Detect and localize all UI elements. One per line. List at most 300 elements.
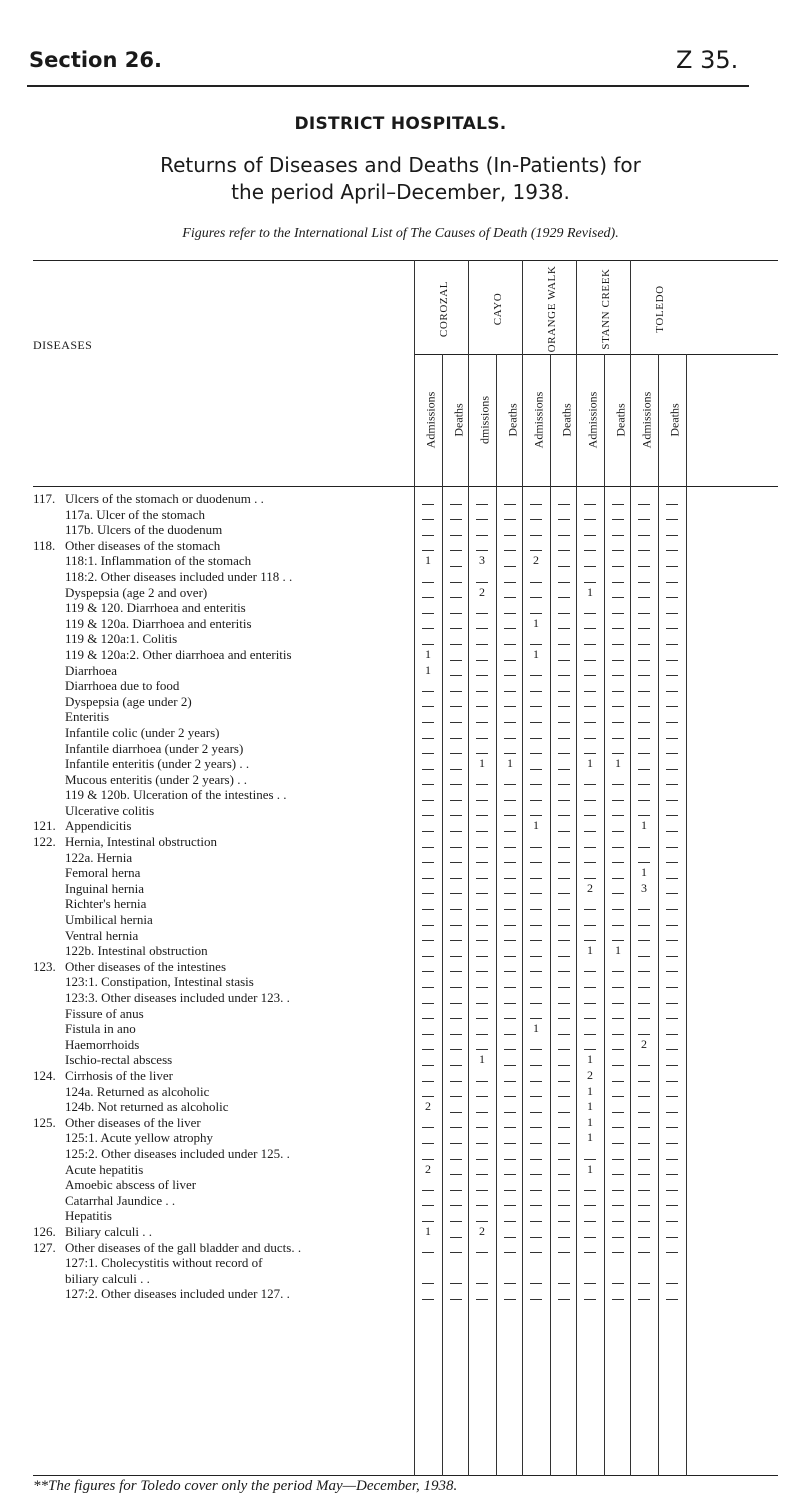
empty-cell-dash [442, 616, 470, 632]
count-cell: 1 [587, 1114, 593, 1129]
table-row [33, 1115, 778, 1131]
hospital-header-toledo: TOLEDO [654, 285, 666, 333]
count-cell: 1 [533, 615, 539, 630]
empty-cell-dash [442, 694, 470, 710]
disease-label: Ulcerative colitis [65, 802, 155, 818]
empty-cell-dash [658, 1006, 686, 1022]
count-cell: 1 [587, 1099, 593, 1114]
table-row [33, 928, 778, 944]
empty-cell-dash [414, 741, 442, 757]
table-row [33, 1130, 778, 1146]
empty-cell-dash [550, 772, 578, 788]
empty-cell-dash [522, 912, 550, 928]
table-row [33, 491, 778, 507]
empty-cell-dash [468, 1177, 496, 1193]
disease-label: Dyspepsia (age under 2) [65, 693, 192, 709]
table-row [33, 1037, 778, 1053]
empty-cell-dash [630, 1193, 658, 1209]
empty-cell-dash [550, 1068, 578, 1084]
empty-cell-dash [604, 1146, 632, 1162]
empty-cell-dash [496, 1021, 524, 1037]
empty-cell-dash [496, 725, 524, 741]
empty-cell-dash [468, 943, 496, 959]
empty-cell-dash [414, 896, 442, 912]
disease-label: Enteritis [65, 709, 110, 725]
empty-cell-dash [576, 741, 604, 757]
empty-cell-dash [496, 1240, 524, 1256]
empty-cell-dash [658, 1240, 686, 1256]
empty-cell-dash [658, 678, 686, 694]
empty-cell-dash [496, 865, 524, 881]
empty-cell-dash [550, 647, 578, 663]
empty-cell-dash [414, 538, 442, 554]
empty-cell-dash [630, 725, 658, 741]
count-cell: 2 [587, 1067, 593, 1082]
table-row [33, 538, 778, 554]
empty-cell-dash [522, 585, 550, 601]
empty-cell-dash [576, 1021, 604, 1037]
empty-cell-dash [630, 1208, 658, 1224]
empty-cell-dash [550, 943, 578, 959]
count-cell: 1 [587, 1161, 593, 1176]
empty-cell-dash [630, 600, 658, 616]
table-row [33, 709, 778, 725]
empty-cell-dash [468, 538, 496, 554]
disease-label: 125:1. Acute yellow atrophy [65, 1130, 214, 1146]
table-row [33, 881, 778, 897]
empty-cell-dash [630, 585, 658, 601]
empty-cell-dash [550, 1006, 578, 1022]
disease-number: 117. [33, 491, 56, 506]
table-row [33, 616, 778, 632]
table-row [33, 772, 778, 788]
empty-cell-dash [442, 803, 470, 819]
empty-cell-dash [630, 663, 658, 679]
disease-label: Cirrhosis of the liver [65, 1067, 173, 1083]
empty-cell-dash [550, 1130, 578, 1146]
empty-cell-dash [658, 818, 686, 834]
empty-cell-dash [496, 569, 524, 585]
empty-cell-dash [658, 538, 686, 554]
empty-cell-dash [414, 522, 442, 538]
empty-cell-dash [414, 1130, 442, 1146]
table-row [33, 818, 778, 834]
empty-cell-dash [414, 1021, 442, 1037]
empty-cell-dash [658, 694, 686, 710]
empty-cell-dash [576, 787, 604, 803]
empty-cell-dash [442, 1208, 470, 1224]
empty-cell-dash [468, 1021, 496, 1037]
empty-cell-dash [630, 491, 658, 507]
empty-cell-dash [442, 850, 470, 866]
empty-cell-dash [442, 881, 470, 897]
empty-cell-dash [604, 803, 632, 819]
empty-cell-dash [442, 725, 470, 741]
hospital-header-cayo: CAYO [492, 292, 504, 326]
empty-cell-dash [658, 850, 686, 866]
empty-cell-dash [468, 647, 496, 663]
empty-cell-dash [442, 1146, 470, 1162]
empty-cell-dash [442, 943, 470, 959]
empty-cell-dash [496, 928, 524, 944]
empty-cell-dash [630, 709, 658, 725]
empty-cell-dash [468, 709, 496, 725]
empty-cell-dash [496, 1177, 524, 1193]
empty-cell-dash [576, 553, 604, 569]
empty-cell-dash [442, 990, 470, 1006]
empty-cell-dash [550, 678, 578, 694]
empty-cell-dash [468, 600, 496, 616]
empty-cell-dash [604, 818, 632, 834]
empty-cell-dash [414, 569, 442, 585]
empty-cell-dash [630, 616, 658, 632]
empty-cell-dash [630, 694, 658, 710]
disease-label: Femoral herna [65, 865, 141, 881]
table-row [33, 1099, 778, 1115]
count-cell: 1 [479, 1052, 485, 1067]
empty-cell-dash [576, 803, 604, 819]
table-row [33, 585, 778, 601]
empty-cell-dash [658, 928, 686, 944]
empty-cell-dash [550, 1084, 578, 1100]
empty-cell-dash [658, 1099, 686, 1115]
empty-cell-dash [442, 772, 470, 788]
empty-cell-dash [604, 538, 632, 554]
empty-cell-dash [468, 1271, 496, 1287]
empty-cell-dash [414, 1037, 442, 1053]
empty-cell-dash [658, 1068, 686, 1084]
empty-cell-dash [550, 974, 578, 990]
empty-cell-dash [604, 709, 632, 725]
empty-cell-dash [442, 1099, 470, 1115]
table-row [33, 974, 778, 990]
count-cell: 1 [587, 1052, 593, 1067]
empty-cell-dash [442, 522, 470, 538]
empty-cell-dash [576, 694, 604, 710]
empty-cell-dash [630, 974, 658, 990]
disease-label: Infantile diarrhoea (under 2 years) [65, 740, 244, 756]
disease-label: 127:1. Cholecystitis without record of [65, 1255, 263, 1271]
empty-cell-dash [658, 741, 686, 757]
empty-cell-dash [630, 1162, 658, 1178]
empty-cell-dash [522, 756, 550, 772]
empty-cell-dash [522, 1177, 550, 1193]
empty-cell-dash [468, 912, 496, 928]
empty-cell-dash [522, 725, 550, 741]
empty-cell-dash [550, 709, 578, 725]
empty-cell-dash [550, 694, 578, 710]
empty-cell-dash [658, 1286, 686, 1302]
table-row [33, 787, 778, 803]
empty-cell-dash [576, 507, 604, 523]
empty-cell-dash [658, 709, 686, 725]
empty-cell-dash [630, 1084, 658, 1100]
empty-cell-dash [468, 818, 496, 834]
table-row [33, 1162, 778, 1178]
empty-cell-dash [658, 1084, 686, 1100]
empty-cell-dash [414, 709, 442, 725]
disease-label: Other diseases of the liver [65, 1114, 201, 1130]
count-cell: 1 [587, 1130, 593, 1145]
empty-cell-dash [550, 818, 578, 834]
empty-cell-dash [496, 507, 524, 523]
hospital-header-stann-creek: STANN CREEK [600, 268, 612, 350]
empty-cell-dash [442, 709, 470, 725]
empty-cell-dash [468, 1162, 496, 1178]
table-row [33, 1208, 778, 1224]
empty-cell-dash [550, 803, 578, 819]
disease-label: 117b. Ulcers of the duodenum [65, 522, 223, 538]
empty-cell-dash [468, 1208, 496, 1224]
empty-cell-dash [550, 741, 578, 757]
hospital-header-corozal: COROZAL [438, 280, 450, 338]
empty-cell-dash [630, 538, 658, 554]
empty-cell-dash [604, 881, 632, 897]
subheader-stann-creek-admissions: Admissions [585, 391, 600, 449]
empty-cell-dash [496, 1006, 524, 1022]
empty-cell-dash [496, 1286, 524, 1302]
empty-cell-dash [658, 772, 686, 788]
count-cell: 1 [425, 662, 431, 677]
disease-label: 124b. Not returned as alcoholic [65, 1099, 229, 1115]
figures-note: Figures refer to the International List of The Causes of Death (1929 Revised). [182, 226, 619, 241]
empty-cell-dash [414, 990, 442, 1006]
empty-cell-dash [604, 569, 632, 585]
table-row [33, 1021, 778, 1037]
empty-cell-dash [630, 631, 658, 647]
empty-cell-dash [496, 974, 524, 990]
empty-cell-dash [576, 569, 604, 585]
empty-cell-dash [522, 1068, 550, 1084]
empty-cell-dash [414, 1193, 442, 1209]
empty-cell-dash [522, 491, 550, 507]
empty-cell-dash [576, 491, 604, 507]
table-row [33, 1068, 778, 1084]
table-row [33, 553, 778, 569]
disease-label: Acute hepatitis [65, 1161, 144, 1177]
table-row [33, 1271, 778, 1287]
disease-number: 122. [33, 834, 56, 850]
empty-cell-dash [468, 1146, 496, 1162]
empty-cell-dash [604, 1208, 632, 1224]
empty-cell-dash [496, 1271, 524, 1287]
empty-cell-dash [442, 818, 470, 834]
empty-cell-dash [630, 850, 658, 866]
empty-cell-dash [414, 865, 442, 881]
empty-cell-dash [522, 881, 550, 897]
empty-cell-dash [522, 1099, 550, 1115]
empty-cell-dash [414, 1052, 442, 1068]
empty-cell-dash [496, 538, 524, 554]
empty-cell-dash [442, 1115, 470, 1131]
empty-cell-dash [522, 990, 550, 1006]
empty-cell-dash [576, 974, 604, 990]
empty-cell-dash [468, 678, 496, 694]
empty-cell-dash [576, 616, 604, 632]
disease-label: 119 & 120. Diarrhoea and enteritis [65, 600, 246, 616]
empty-cell-dash [576, 1193, 604, 1209]
section-label: Section 26. [29, 48, 162, 72]
empty-cell-dash [658, 1193, 686, 1209]
table-row [33, 647, 778, 663]
empty-cell-dash [550, 959, 578, 975]
empty-cell-dash [658, 1271, 686, 1287]
count-cell: 1 [615, 943, 621, 958]
empty-cell-dash [468, 569, 496, 585]
empty-cell-dash [442, 1224, 470, 1240]
disease-label: 117a. Ulcer of the stomach [65, 506, 205, 522]
count-cell: 3 [479, 553, 485, 568]
header-rule [27, 85, 749, 87]
empty-cell-dash [630, 741, 658, 757]
table-row [33, 600, 778, 616]
empty-cell-dash [658, 522, 686, 538]
empty-cell-dash [442, 1286, 470, 1302]
empty-cell-dash [468, 1286, 496, 1302]
disease-label: Inguinal hernia [65, 880, 145, 896]
empty-cell-dash [550, 491, 578, 507]
empty-cell-dash [604, 1021, 632, 1037]
table-top-rule [33, 260, 778, 261]
disease-number: 121. [33, 818, 56, 834]
empty-cell-dash [604, 616, 632, 632]
empty-cell-dash [414, 959, 442, 975]
empty-cell-dash [496, 881, 524, 897]
subheader-stann-creek-deaths: Deaths [613, 403, 628, 437]
empty-cell-dash [576, 1177, 604, 1193]
empty-cell-dash [414, 756, 442, 772]
empty-cell-dash [522, 896, 550, 912]
empty-cell-dash [496, 1162, 524, 1178]
empty-cell-dash [658, 725, 686, 741]
empty-cell-dash [550, 1208, 578, 1224]
disease-label: Amoebic abscess of liver [65, 1177, 197, 1193]
empty-cell-dash [658, 569, 686, 585]
empty-cell-dash [576, 1208, 604, 1224]
empty-cell-dash [604, 1162, 632, 1178]
empty-cell-dash [550, 928, 578, 944]
empty-cell-dash [576, 600, 604, 616]
empty-cell-dash [604, 990, 632, 1006]
empty-cell-dash [468, 959, 496, 975]
empty-cell-dash [442, 585, 470, 601]
empty-cell-dash [550, 912, 578, 928]
count-cell: 2 [425, 1161, 431, 1176]
empty-cell-dash [496, 803, 524, 819]
empty-cell-dash [576, 1006, 604, 1022]
table-row [33, 725, 778, 741]
table-row [33, 834, 778, 850]
empty-cell-dash [576, 850, 604, 866]
empty-cell-dash [604, 1271, 632, 1287]
empty-cell-dash [604, 694, 632, 710]
empty-cell-dash [496, 1052, 524, 1068]
empty-cell-dash [522, 1224, 550, 1240]
empty-cell-dash [522, 538, 550, 554]
empty-cell-dash [630, 928, 658, 944]
empty-cell-dash [522, 959, 550, 975]
empty-cell-dash [414, 772, 442, 788]
empty-cell-dash [604, 928, 632, 944]
empty-cell-dash [576, 631, 604, 647]
empty-cell-dash [442, 1130, 470, 1146]
empty-cell-dash [522, 943, 550, 959]
footnote: **The figures for Toledo cover only the period May—December, 1938. [33, 1478, 458, 1494]
empty-cell-dash [442, 600, 470, 616]
empty-cell-dash [522, 1130, 550, 1146]
count-cell: 1 [507, 756, 513, 771]
header-bottom-rule [33, 486, 778, 487]
empty-cell-dash [604, 896, 632, 912]
table-row [33, 678, 778, 694]
empty-cell-dash [550, 896, 578, 912]
empty-cell-dash [630, 756, 658, 772]
subheader-orange-walk-admissions: Admissions [531, 391, 546, 449]
empty-cell-dash [658, 756, 686, 772]
empty-cell-dash [550, 1021, 578, 1037]
table-row [33, 663, 778, 679]
empty-cell-dash [658, 616, 686, 632]
empty-cell-dash [468, 803, 496, 819]
empty-cell-dash [658, 631, 686, 647]
empty-cell-dash [414, 616, 442, 632]
empty-cell-dash [630, 1052, 658, 1068]
empty-cell-dash [414, 1115, 442, 1131]
table-row [33, 1240, 778, 1256]
count-cell: 1 [533, 646, 539, 661]
disease-label: Haemorrhoids [65, 1036, 140, 1052]
disease-label: Other diseases of the gall bladder and ducts. . [65, 1239, 302, 1255]
empty-cell-dash [658, 553, 686, 569]
empty-cell-dash [522, 834, 550, 850]
empty-cell-dash [414, 694, 442, 710]
empty-cell-dash [468, 725, 496, 741]
table-row [33, 1224, 778, 1240]
empty-cell-dash [604, 834, 632, 850]
hospital-header-orange-walk: ORANGE WALK [546, 265, 558, 353]
empty-cell-dash [604, 912, 632, 928]
empty-cell-dash [522, 1084, 550, 1100]
empty-cell-dash [550, 585, 578, 601]
empty-cell-dash [604, 959, 632, 975]
empty-cell-dash [576, 1224, 604, 1240]
disease-label: Catarrhal Jaundice . . [65, 1192, 176, 1208]
empty-cell-dash [604, 725, 632, 741]
empty-cell-dash [496, 1208, 524, 1224]
empty-cell-dash [442, 1271, 470, 1287]
empty-cell-dash [550, 1146, 578, 1162]
disease-number: 125. [33, 1114, 56, 1130]
table-row [33, 1193, 778, 1209]
empty-cell-dash [442, 569, 470, 585]
empty-cell-dash [522, 507, 550, 523]
empty-cell-dash [522, 1006, 550, 1022]
empty-cell-dash [468, 663, 496, 679]
empty-cell-dash [630, 803, 658, 819]
empty-cell-dash [414, 678, 442, 694]
disease-label: 125:2. Other diseases included under 125. . [65, 1145, 290, 1161]
empty-cell-dash [658, 990, 686, 1006]
empty-cell-dash [576, 990, 604, 1006]
empty-cell-dash [604, 1240, 632, 1256]
empty-cell-dash [630, 1271, 658, 1287]
table-body [33, 491, 778, 1302]
empty-cell-dash [496, 585, 524, 601]
empty-cell-dash [604, 787, 632, 803]
disease-label: Biliary calculi . . [65, 1223, 153, 1239]
empty-cell-dash [468, 1099, 496, 1115]
table-row [33, 803, 778, 819]
